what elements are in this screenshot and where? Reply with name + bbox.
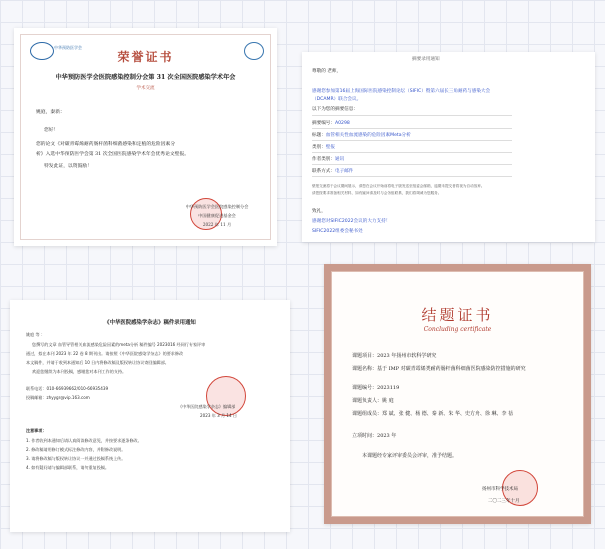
email-body-line: （DCAMR）联合会议。 [312, 97, 362, 102]
note-item: 3. 请将修改稿与版权转让协议一并通过投稿系统上传。 [26, 456, 126, 461]
letter-phone: 联系电话：010-66939662/010-66935439 [26, 386, 109, 391]
issuer-name-2: 中国健康促进基金会 [198, 213, 236, 218]
abstract-category: 壁报 [325, 145, 335, 150]
letter-email: 投稿邮箱：zhyygr@vip.163.com [26, 395, 90, 400]
project-name: 基于 IMP 对碳青霉烯类耐药肠杆菌科细菌医院感染防控措施的研究 [377, 366, 526, 372]
body-line: 您的论文《对碳青霉烯耐药肠杆菌科细菌感染和定植的危险因素分 [36, 142, 176, 147]
field-label: 类别： [312, 145, 326, 150]
acceptance-letter [10, 300, 290, 532]
email-notice-line: 请您按要求准备相关材料，如有疑问请及时与会务组联系，我们将竭诚为您服务。 [312, 191, 442, 195]
issuer-name: 扬州市科学技术局 [482, 487, 518, 492]
field-label: 立项时间： [352, 433, 378, 439]
letter-date: 2023 年 3 月 14 日 [200, 413, 238, 418]
field-label: 作者类别： [312, 157, 335, 162]
field-label: 课题编号： [352, 385, 378, 391]
letter-body-line: 您撰写的文章 血管导管相关血流感染危险因素的meta分析 稿件编号 2023016 经同行专家评审 [32, 342, 206, 347]
academic-exchange-band: 学术交流 [136, 86, 155, 91]
email-body-line: 以下为您的摘要信息： [312, 107, 358, 112]
body-line: 特发此证，以资鼓励！ [44, 164, 92, 169]
issue-date: 二〇二三年十月 [488, 499, 520, 504]
issue-date: 2022 年 11 月 [202, 222, 232, 227]
conclusion-text: 本课题经专家评审委员会评审，准予结题。 [362, 453, 458, 459]
email-notification [302, 52, 595, 242]
letter-body-line: 通过，拟在本刊 2023 年 22 卷 8 期刊出。请按照《中华医院感染学杂志》的要求修改 [26, 351, 184, 356]
email-signature: SIFIC2022组委会秘书处 [312, 229, 363, 234]
approval-time: 2023 年 [377, 433, 397, 439]
body-line: 析》入选中华预防医学会第 31 次全国医院感染学术年会优秀论文壁报。 [36, 152, 190, 157]
project-number: 2023119 [377, 385, 400, 391]
email-notice-line: 壁报交流将于会议期间展示，请您在会议开始前将电子版发送至组委会邮箱，逾期未提交者将视为自动放弃。 [312, 184, 485, 188]
field-label: 摘要编号： [312, 121, 335, 126]
email-subject: 摘要录用通知 [412, 57, 440, 62]
issuer-name: 中华预防医学会医院感染控制分会 [185, 204, 249, 209]
field-label: 联系方式： [312, 169, 335, 174]
completion-title: 结题证书 [421, 306, 494, 324]
email-closing: 致礼， [312, 209, 326, 214]
note-item: 2. 修改稿请用修订模式标注修改内容，并附修改说明。 [26, 447, 126, 452]
conference-name: 中华预防医学会医院感染控制分会第 31 次全国医院感染学术年会 [55, 74, 236, 81]
recipient-line: 姚庭，秦新： [36, 110, 65, 115]
completion-subtitle: Concluding certificate [423, 326, 492, 333]
field-label: 标题： [312, 133, 326, 138]
note-item: 4. 如有疑问请与编辑部联系，请勿重复投稿。 [26, 465, 109, 470]
notes-title: 注意事项： [26, 428, 47, 433]
letter-body-line: 本文稿件，并请于收到本通知后 10 日内将修改稿及版权转让协议寄回编辑部。 [26, 360, 169, 365]
letter-sign: 《中华医院感染学杂志》编辑部 [178, 404, 236, 409]
honor-title: 荣誉证书 [117, 50, 174, 64]
completion-certificate [324, 264, 591, 524]
greeting-line: 您好！ [44, 128, 59, 133]
author-type: 通讯 [334, 157, 345, 162]
contact-type: 电子邮件 [334, 169, 354, 174]
journal-seal [206, 376, 246, 416]
email-body-line: 感谢您参加第16届上海国际医院感染控制论坛（SIFIC）暨第六届长三角耐药与感染大会 [312, 89, 491, 94]
letter-title: 《中华医院感染学杂志》稿件录用通知 [104, 320, 196, 326]
project-members: 郑 斌、张 健、杨 德、秦 新、朱 华、史方舟、徐 琳、李 蓓 [382, 411, 514, 417]
letter-body-line: 欢迎您继续为本刊投稿，感谢您对本刊工作的支持。 [32, 369, 127, 374]
note-item: 1. 作者收到本通知后请认真阅读修改意见，并按要求逐条修改。 [26, 438, 142, 443]
project-type: 2023 年扬州市软科学研究 [377, 353, 437, 359]
project-leader: 姚 庭 [382, 398, 394, 404]
email-salutation: 尊敬的 老师， [312, 69, 342, 74]
abstract-title: 血管相关性血流感染的危险因素Meta分析 [325, 133, 411, 138]
field-label: 课题名称： [352, 366, 378, 372]
field-label: 课题项目： [352, 353, 378, 359]
honor-certificate [14, 28, 277, 246]
letter-author: 姚庭 等 ： [26, 332, 45, 337]
field-label: 课题负责人： [352, 398, 383, 404]
email-thanks-line: 感谢您对SIFIC2022会议的大力支持！ [312, 219, 391, 224]
field-label: 课题组成员： [352, 411, 383, 417]
logo-text: 中华预防医学会 [54, 45, 82, 50]
abstract-id: A0298 [334, 121, 350, 126]
